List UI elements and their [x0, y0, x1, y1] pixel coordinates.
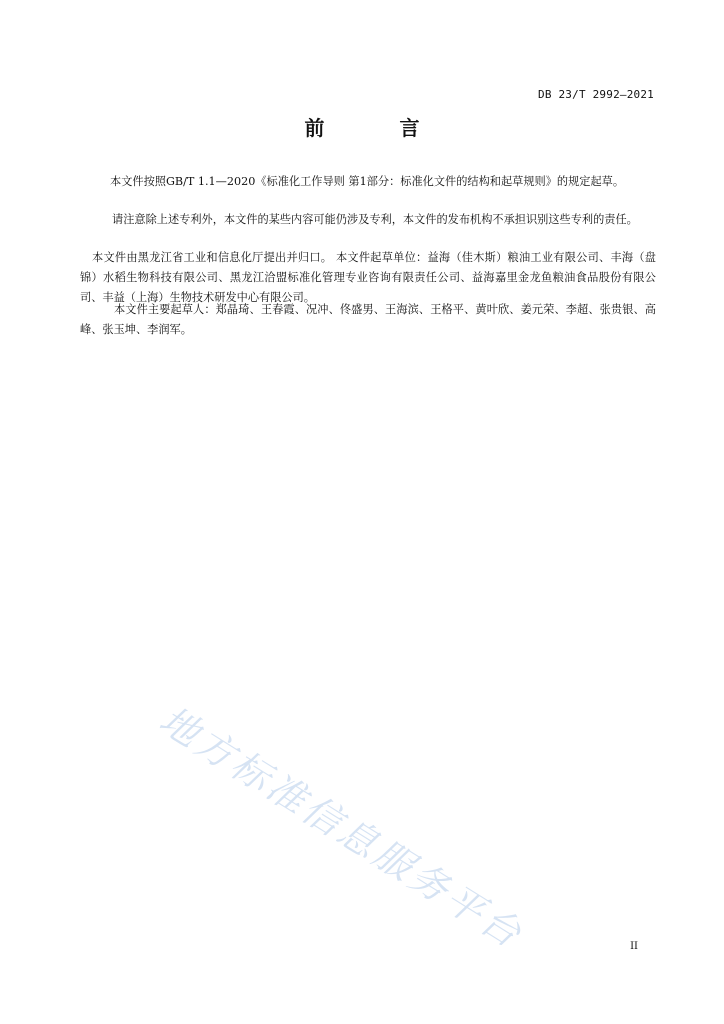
- paragraph-drafters: 本文件主要起草人：郑晶琦、王春霞、况冲、佟盛男、王海滨、王格平、黄叶欣、姜元荣、李超、张贵银、高峰、张玉坤、李润军。: [80, 303, 656, 336]
- page-title: 前 言: [304, 116, 454, 140]
- paragraph-drafting-rules: 本文件按照GB/T 1.1—2020《标准化工作导则 第1部分：标准化文件的结构和起草规则》的规定起草。: [110, 175, 625, 188]
- watermark-text: 地方标准信息服务平台: [151, 697, 532, 958]
- document-number: DB 23/T 2992—2021: [538, 88, 654, 101]
- paragraph-patent-notice: 请注意除上述专利外，本文件的某些内容可能仍涉及专利，本文件的发布机构不承担识别这些专利的责任。: [112, 213, 638, 226]
- paragraph-drafting-units: 本文件由黑龙江省工业和信息化厅提出并归口。 本文件起草单位：益海（佳木斯）粮油工业有限公司、丰海（盘锦）水稻生物科技有限公司、黑龙江洽盟标准化管理专业咨询有限责任公司、益海嘉里金龙鱼粮油食品股份有限公司、丰益（上海）生物技术研发中心有限公司。: [80, 251, 656, 304]
- page-number: II: [630, 941, 638, 952]
